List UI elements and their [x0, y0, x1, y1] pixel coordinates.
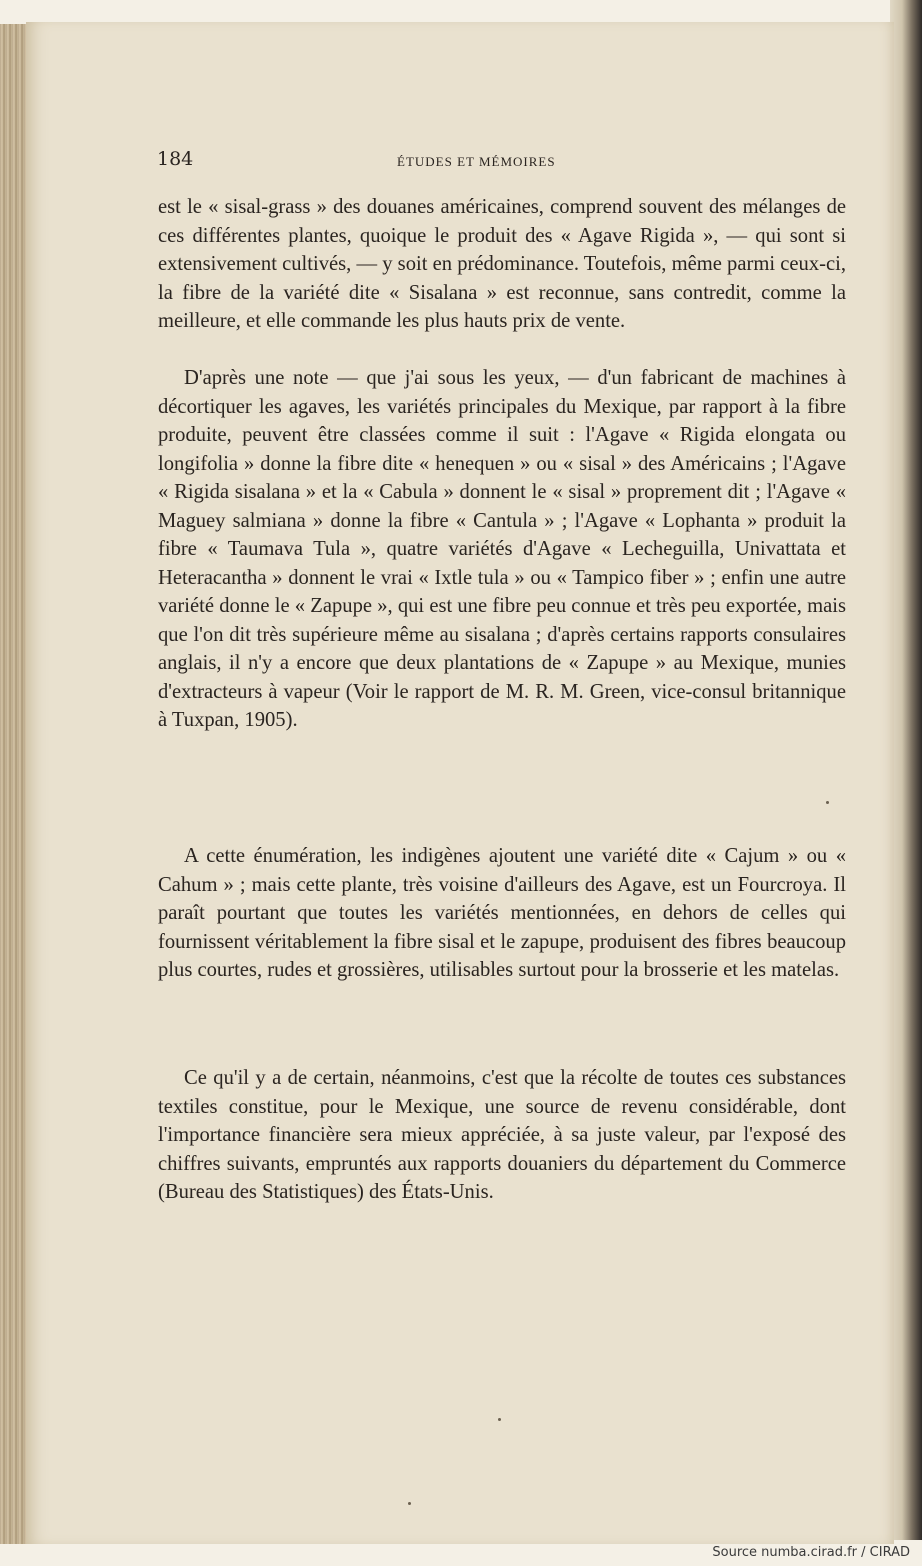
paper-speck	[826, 801, 829, 804]
running-title: ÉTUDES ET MÉMOIRES	[397, 154, 556, 169]
paper-speck	[408, 1502, 411, 1505]
book-cover-edge	[890, 0, 922, 1540]
paper-speck	[498, 1418, 501, 1421]
paragraph-agave-varieties: D'après une note — que j'ai sous les yeux, — d'un fabricant de machines à décortiquer les agaves, les variétés principales du Mexique, par rapport à la fibre produite, peuvent être classées comme il suit : l'Agave « Rigida elongata ou longifolia » donne la fibre dite « henequen » ou « sisal » des Américains ; l'Agave « Rigida sisalana » et la « Cabula » donnent le « sisal » proprement dit ; l'Agave « Maguey salmiana » donne la fibre « Cantula » ; l'Agave « Lophanta » produit la fibre « Taumava Tula », quatre variétés d'Agave « Lecheguilla, Univattata et Heteracantha » donnent le vrai « Ixtle tula » ou « Tampico fiber » ; enfin une autre variété donne le « Zapupe », qui est une fibre peu connue et très peu exportée, mais que l'on dit très supérieure même au sisalana ; d'après certains rapports consulaires anglais, il n'y a encore que deux plantations de « Zapupe » au Mexique, munies d'extracteurs à vapeur (Voir le rapport de M. R. M. Green, vice-consul britannique à Tuxpan, 1905).	[158, 367, 846, 731]
paragraph-continuation: est le « sisal-grass » des douanes américaines, comprend souvent des mélanges de ces différentes plantes, quoique le produit des « Agave Rigida », — qui sont si extensivement cultivés, — y soit en prédominance. Toutefois, même parmi ceux-ci, la fibre de la variété dite « Sisalana » est reconnue, sans contredit, comme la meilleure, et elle commande les plus hauts prix de vente.	[158, 196, 846, 332]
paragraph-cajum: A cette énumération, les indigènes ajoutent une variété dite « Cajum » ou « Cahum » ; mais cette plante, très voisine d'ailleurs des Agave, est un Fourcroya. Il paraît pourtant que toutes les variétés mentionnées, en dehors de celles qui fournissent véritablement la fibre sisal et le zapupe, produisent des fibres beaucoup plus courtes, rudes et grossières, utilisables surtout pour la brosserie et les matelas.	[158, 845, 846, 981]
source-credit: Source numba.cirad.fr / CIRAD	[712, 1545, 910, 1560]
page-number: 184	[157, 148, 194, 170]
paragraph-revenue: Ce qu'il y a de certain, néanmoins, c'est que la récolte de toutes ces substances textiles constitue, pour le Mexique, une source de revenu considérable, dont l'importance financière sera mieux appréciée, à sa juste valeur, par l'exposé des chiffres suivants, empruntés aux rapports douaniers du département du Commerce (Bureau des Statistiques) des États-Unis.	[158, 1067, 846, 1203]
